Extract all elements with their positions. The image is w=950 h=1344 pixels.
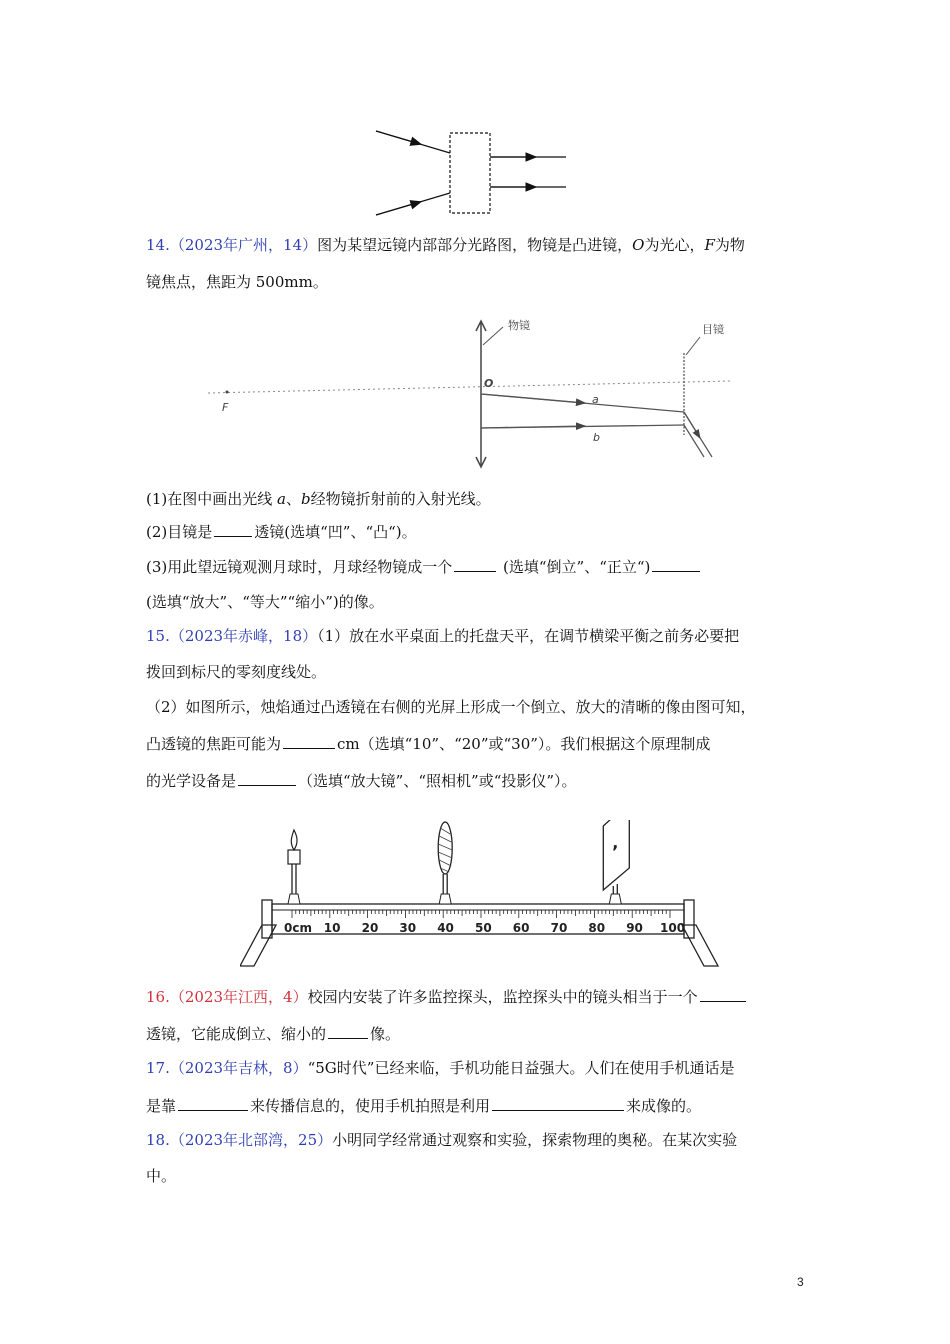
scale-label: 30: [399, 921, 417, 935]
focus-point: [226, 391, 229, 394]
q14-part2-a: (2)目镜是: [146, 523, 213, 541]
q14-part2-b: 透镜(选填“凹”、“凸“)。: [254, 523, 417, 541]
q15-focal-blank[interactable]: [283, 733, 335, 749]
scale-label: 90: [626, 921, 643, 935]
q18-source: （2023年北部湾，25）: [169, 1131, 333, 1149]
q15-line2: 拨回到标尺的零刻度线处。: [146, 663, 327, 681]
scale-label: 0cm: [284, 921, 312, 935]
black-box-ray-diagram: [370, 125, 580, 220]
q14-part1-var-b: b: [301, 490, 311, 508]
scale-label: 40: [437, 921, 454, 935]
principal-axis: [208, 381, 730, 393]
q17-blank1[interactable]: [178, 1095, 248, 1111]
q15-number: 15.: [146, 627, 170, 645]
q17-number: 17.: [146, 1059, 170, 1077]
q17-line2-a: 是靠: [146, 1097, 177, 1115]
scale-label: 70: [550, 921, 568, 935]
q15-line1: [146, 626, 739, 646]
q14-stem-c: 为物: [714, 236, 745, 254]
q14-part1-b: 经物镜折射前的入射光线。: [310, 490, 491, 508]
q18-line1-text: 小明同学经常通过观察和实验，探索物理的奥秘。在某次实验: [332, 1131, 738, 1149]
q17-line2: [146, 1095, 701, 1116]
convex-lens: [438, 822, 452, 904]
q16-line2-b: 像。: [370, 1025, 401, 1043]
label-o: O: [484, 377, 494, 390]
q17-line2-b: 来传播信息的，使用手机拍照是利用: [250, 1097, 491, 1115]
q14-stem-b: 为光心，: [644, 236, 705, 254]
q14-number: 14.: [146, 236, 170, 254]
scale-label: 50: [475, 921, 492, 935]
page-number: 3: [797, 1275, 804, 1289]
q15-line5: [146, 770, 577, 791]
q16-line1: [146, 986, 748, 1007]
q14-stem: 图为某望远镜内部部分光路图，物镜是凸进镜，: [317, 236, 633, 254]
q14-part3-b: (选填“倒立”、“正立“): [498, 558, 651, 576]
q15-source: （2023年赤峰，18）: [169, 627, 318, 645]
q14-part1-a: (1)在图中画出光线: [146, 490, 278, 508]
q14-part3-line2: (选填“放大”、“等大”“缩小”)的像。: [146, 593, 384, 611]
left-leg: [240, 925, 276, 966]
q16-source: （2023年江西，4）: [169, 988, 308, 1006]
left-end-block: [262, 900, 272, 938]
scale-label: 60: [512, 921, 530, 935]
label-objective: 物镜: [508, 319, 530, 332]
q14-part1: [146, 489, 491, 509]
q17-line1: [146, 1058, 734, 1078]
q17-line2-c: 来成像的。: [626, 1097, 702, 1115]
q14-stem-f: F: [704, 236, 715, 254]
optical-bench-diagram: [240, 820, 720, 970]
q17-blank2[interactable]: [492, 1095, 624, 1111]
q15-line4: [146, 733, 710, 754]
scale-label: 10: [323, 921, 341, 935]
scale-label: 100: [660, 921, 686, 935]
q15-line5-a: 的光学设备是: [146, 772, 237, 790]
q14-line2: 镜焦点，焦距为 500mm。: [146, 273, 328, 291]
light-screen: [603, 820, 629, 904]
label-f: F: [222, 401, 229, 414]
q14-part3-blank1[interactable]: [454, 556, 496, 572]
q16-line1-a: 校园内安装了许多监控探头，监控探头中的镜头相当于一个: [307, 988, 698, 1006]
label-a: a: [592, 393, 599, 406]
q14-part2: [146, 521, 417, 542]
q14-source: （2023年广州，14）: [169, 236, 318, 254]
q14-part3-a: (3)用此望远镜观测月球时，月球经物镜成一个: [146, 558, 453, 576]
q15-line4-a: 凸透镜的焦距可能为: [146, 735, 282, 753]
q16-number: 16.: [146, 988, 170, 1006]
q16-lens-blank[interactable]: [700, 986, 746, 1002]
q15-device-blank[interactable]: [238, 770, 296, 786]
q14-stem-o: O: [632, 236, 645, 254]
q14-line1: [146, 235, 745, 255]
label-b: b: [593, 431, 600, 444]
q18-line1: [146, 1130, 737, 1150]
q15-line1-text: （1）放在水平桌面上的托盘天平，在调节横梁平衡之前务必要把: [317, 627, 740, 645]
label-eyepiece: 目镜: [702, 323, 724, 336]
q18-line2: 中。: [146, 1167, 177, 1185]
bench-scale-ticks: [292, 910, 670, 918]
dashed-box: [450, 133, 490, 213]
q14-part3: [146, 556, 702, 577]
q16-line2: [146, 1023, 400, 1044]
q14-part3-blank2[interactable]: [652, 556, 700, 572]
q15-line4-b: cm（选填“10”、“20”或“30”）。我们根据这个原理制成: [337, 735, 711, 753]
q16-image-blank[interactable]: [328, 1023, 368, 1039]
q14-part1-sep: 、: [285, 490, 301, 508]
q15-line3: （2）如图所示，烛焰通过凸透镜在右侧的光屏上形成一个倒立、放大的清晰的像由图可知，: [146, 698, 756, 716]
q16-line2-a: 透镜，它能成倒立、缩小的: [146, 1025, 327, 1043]
flame: [291, 830, 297, 850]
q14-part2-blank[interactable]: [214, 521, 252, 537]
scale-label: 20: [361, 921, 379, 935]
q18-number: 18.: [146, 1131, 170, 1149]
right-leg: [682, 925, 718, 966]
q17-line1-text: “5G时代”已经来临，手机功能日益强大。人们在使用手机通话是: [307, 1059, 735, 1077]
q15-line5-b: （选填“放大镜”、“照相机”或“投影仪”）。: [298, 772, 577, 790]
telescope-ray-diagram: [200, 315, 740, 470]
q14-part1-var-a: a: [277, 490, 286, 508]
inverted-image: ,: [612, 833, 619, 852]
scale-label: 80: [588, 921, 606, 935]
q17-source: （2023年吉林，8）: [169, 1059, 308, 1077]
candle: [288, 830, 300, 904]
bench-scale-labels: [284, 921, 685, 935]
